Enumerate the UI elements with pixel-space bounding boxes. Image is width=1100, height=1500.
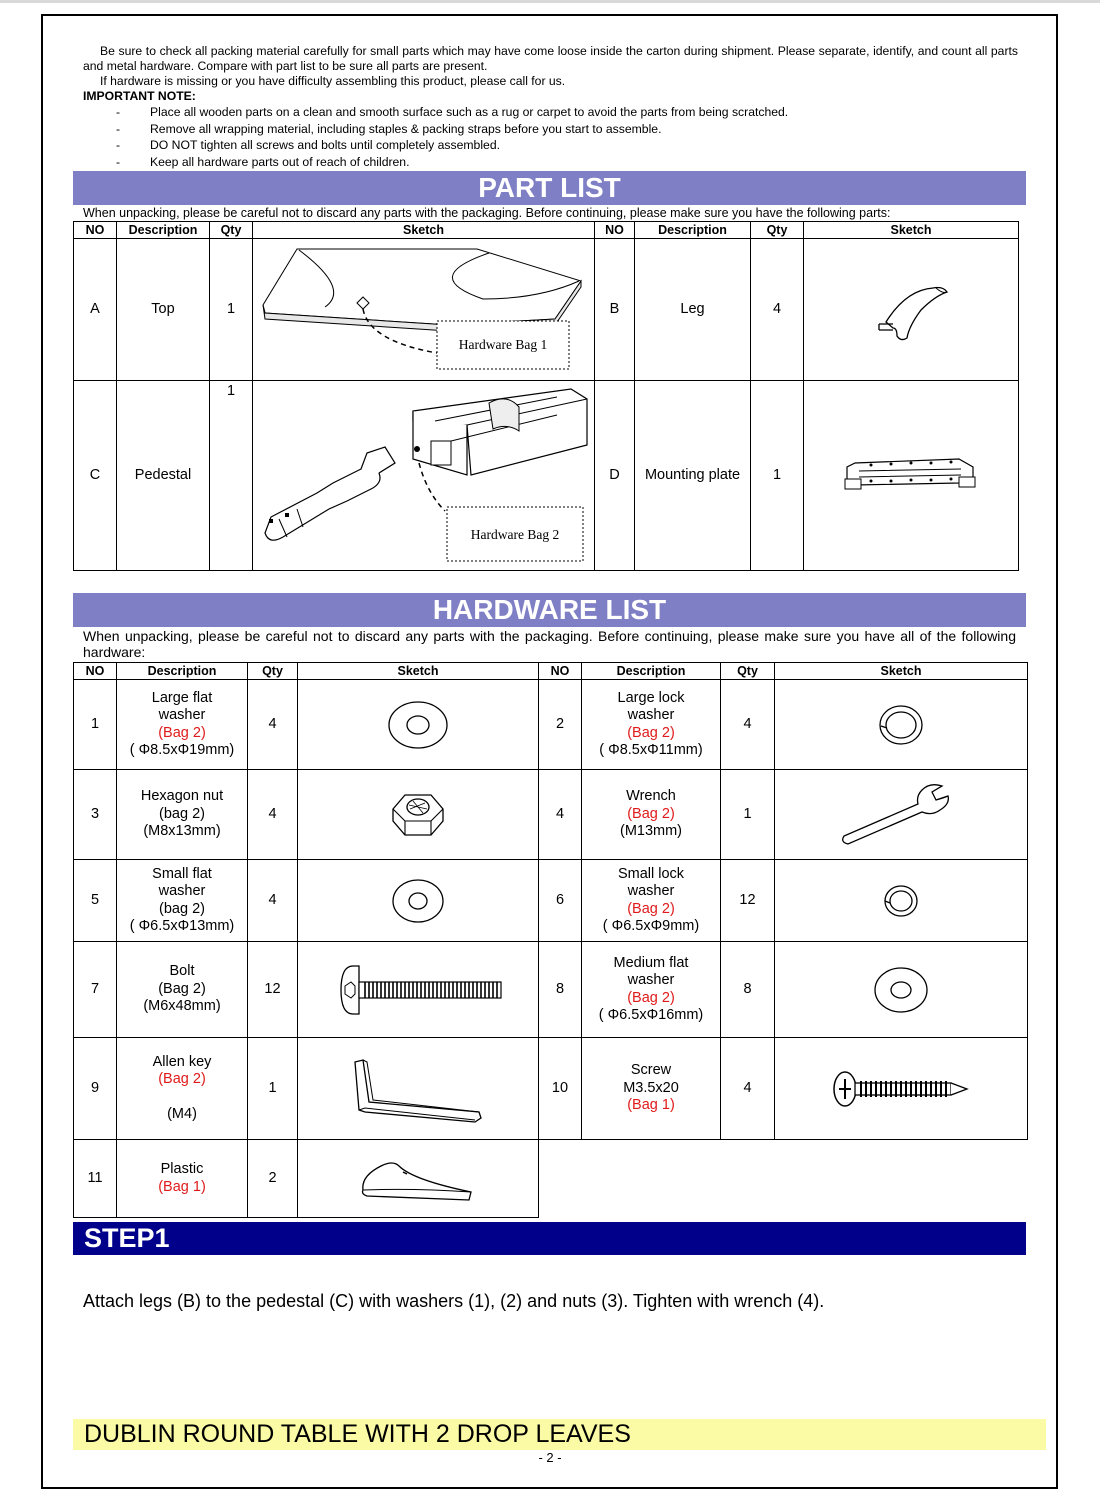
part-qty: 4 [751, 239, 804, 381]
intro-missing-hardware: If hardware is missing or you have difficulty assembling this product, please call for us. [100, 74, 566, 88]
header-sketch: Sketch [253, 222, 595, 239]
header-no: NO [539, 663, 582, 680]
flat-washer-icon [388, 874, 448, 928]
hardware-no: 9 [74, 1038, 117, 1140]
header-no: NO [595, 222, 635, 239]
hardware-no: 5 [74, 860, 117, 942]
step-instruction: Attach legs (B) to the pedestal (C) with washers (1), (2) and nuts (3). Tighten with wrench (4). [83, 1291, 825, 1311]
hardware-no: 1 [74, 680, 117, 770]
hardware-sketch [298, 680, 539, 770]
table-row [74, 1038, 1028, 1140]
bolt-icon [327, 960, 509, 1020]
empty-cell [539, 1140, 1028, 1218]
hardware-bag: (bag 2) [159, 900, 205, 917]
header-no: NO [74, 222, 117, 239]
header-description: Description [582, 663, 721, 680]
table-row [74, 1140, 1028, 1218]
hardware-description [582, 680, 721, 770]
hardware-description [582, 942, 721, 1038]
hardware-qty: 1 [248, 1038, 298, 1140]
part-description: Mounting plate [635, 381, 751, 571]
mounting-plate-icon [841, 451, 981, 501]
header-qty: Qty [721, 663, 775, 680]
hardware-list-table [73, 662, 1028, 1218]
part-description: Pedestal [117, 381, 210, 571]
hardware-bag: (Bag 2) [627, 989, 675, 1006]
tabletop-icon [259, 241, 589, 379]
pedestal-icon [257, 383, 591, 569]
note-item: - Remove all wrapping material, including staples & packing straps before you start to assemble. [116, 121, 662, 136]
allen-key-icon [343, 1054, 493, 1124]
table-row [74, 770, 1028, 860]
important-note-heading: IMPORTANT NOTE: [83, 89, 196, 103]
hardware-list-banner: HARDWARE LIST [73, 593, 1026, 627]
flat-washer-icon [383, 695, 453, 755]
flat-washer-icon [870, 962, 932, 1018]
part-qty: 1 [210, 381, 253, 571]
header-qty: Qty [751, 222, 804, 239]
header-sketch: Sketch [775, 663, 1028, 680]
important-note-list [83, 104, 1018, 170]
hardware-no: 8 [539, 942, 582, 1038]
part-sketch [804, 381, 1019, 571]
hardware-bag: (Bag 2) [627, 805, 675, 822]
hardware-size: (M4) [167, 1105, 197, 1122]
hardware-description [582, 860, 721, 942]
hardware-name: Small flat washer [152, 865, 212, 899]
hardware-bag: (bag 2) [159, 805, 205, 822]
hardware-name: Hexagon nut [140, 788, 224, 805]
hardware-size: ( Φ6.5xΦ16mm) [598, 1007, 704, 1023]
hardware-size: (M8x13mm) [143, 823, 221, 840]
hardware-no: 2 [539, 680, 582, 770]
hardware-sketch [775, 680, 1028, 770]
page-number: - 2 - [538, 1450, 562, 1465]
hardware-no: 4 [539, 770, 582, 860]
part-list-banner: PART LIST [73, 171, 1026, 205]
part-list-table [73, 221, 1019, 571]
header-sketch: Sketch [804, 222, 1019, 239]
hardware-no: 7 [74, 942, 117, 1038]
hardware-bag-label: Hardware Bag 1 [458, 336, 547, 352]
header-description: Description [635, 222, 751, 239]
header-sketch: Sketch [298, 663, 539, 680]
part-list-subtitle: When unpacking, please be careful not to discard any parts with the packaging. Before continuing, please make sure you have the following parts: [83, 206, 891, 220]
hardware-description [582, 1038, 721, 1140]
header-no: NO [74, 663, 117, 680]
part-qty: 1 [210, 239, 253, 381]
hardware-bag: (Bag 2) [158, 724, 206, 741]
part-no: D [595, 381, 635, 571]
step-banner: STEP1 [73, 1222, 1026, 1255]
leg-icon [851, 270, 971, 350]
hardware-description [582, 770, 721, 860]
part-no: B [595, 239, 635, 381]
hardware-name: Allen key [152, 1053, 212, 1070]
hardware-sketch [298, 770, 539, 860]
hardware-size: ( Φ6.5xΦ9mm) [602, 918, 700, 934]
part-sketch [253, 239, 595, 381]
hardware-qty: 2 [248, 1140, 298, 1218]
part-description: Top [117, 239, 210, 381]
header-description: Description [117, 663, 248, 680]
hardware-bag-label: Hardware Bag 2 [470, 526, 559, 542]
hardware-size: ( Φ8.5xΦ11mm) [599, 742, 703, 758]
lock-washer-icon [879, 881, 923, 921]
hardware-description [117, 1140, 248, 1218]
hardware-qty: 4 [248, 770, 298, 860]
hardware-qty: 4 [721, 680, 775, 770]
hardware-qty: 12 [248, 942, 298, 1038]
hardware-bag: (Bag 1) [627, 1097, 675, 1114]
hardware-name: Large flat washer [151, 689, 213, 723]
hardware-list-subtitle: When unpacking, please be careful not to discard any parts with the packaging. Before continuing, please make sure you have all of the following hardware: [83, 628, 1016, 660]
hardware-description [117, 770, 248, 860]
part-qty: 1 [751, 381, 804, 571]
hardware-bag: (Bag 2) [627, 724, 675, 741]
note-item: - DO NOT tighten all screws and bolts until completely assembled. [116, 138, 500, 152]
hardware-size: (M6x48mm) [143, 998, 221, 1015]
product-title-footer: DUBLIN ROUND TABLE WITH 2 DROP LEAVES [73, 1419, 1046, 1450]
hardware-sketch [298, 942, 539, 1038]
hardware-name: Plastic [160, 1161, 204, 1177]
hardware-no: 3 [74, 770, 117, 860]
hardware-qty: 4 [248, 680, 298, 770]
hardware-name: Wrench [626, 788, 676, 805]
hardware-sketch [298, 860, 539, 942]
hardware-qty: 4 [248, 860, 298, 942]
table-header-row [74, 222, 1019, 239]
hardware-no: 6 [539, 860, 582, 942]
hardware-size: (M13mm) [619, 823, 683, 840]
hardware-description [117, 1038, 248, 1140]
hardware-sketch [775, 942, 1028, 1038]
hardware-sketch [298, 1140, 539, 1218]
hardware-qty: 12 [721, 860, 775, 942]
top-rule [0, 0, 1100, 3]
hardware-no: 10 [539, 1038, 582, 1140]
hardware-qty: 8 [721, 942, 775, 1038]
hardware-no: 11 [74, 1140, 117, 1218]
hardware-bag: (Bag 1) [158, 1178, 206, 1195]
hardware-name: Bolt [169, 963, 195, 980]
hardware-sketch [298, 1038, 539, 1140]
hardware-bag: (Bag 2) [627, 900, 675, 917]
hardware-bag: (Bag 2) [158, 1071, 206, 1088]
hardware-sketch [775, 860, 1028, 942]
spacer [117, 1089, 247, 1106]
header-qty: Qty [210, 222, 253, 239]
hardware-sketch [775, 770, 1028, 860]
wrench-icon [836, 782, 966, 848]
intro-paragraph: Be sure to check all packing material carefully for small parts which may have come loose inside the carton during shipment. Please separate, identify, and count all parts and metal hardware. Compare with part list to be sure all parts are present. [83, 44, 1018, 73]
note-item: - Keep all hardware parts out of reach of children. [116, 154, 410, 169]
header-qty: Qty [248, 663, 298, 680]
table-row [74, 680, 1028, 770]
hardware-sketch [775, 1038, 1028, 1140]
part-sketch [253, 381, 595, 571]
lock-washer-icon [873, 700, 929, 750]
table-row [74, 381, 1019, 571]
hardware-name: Large lock washer [617, 689, 685, 723]
hardware-description [117, 942, 248, 1038]
part-sketch [804, 239, 1019, 381]
note-item: - Place all wooden parts on a clean and smooth surface such as a rug or carpet to avoid the parts from being scratched. [116, 105, 789, 119]
hardware-bag: (Bag 2) [158, 980, 206, 997]
part-no: A [74, 239, 117, 381]
plastic-glide-icon [353, 1154, 483, 1204]
hex-nut-icon [387, 787, 449, 843]
table-row [74, 239, 1019, 381]
hardware-size: ( Φ8.5xΦ19mm) [129, 742, 235, 758]
screw-icon [831, 1067, 971, 1111]
hardware-name: Screw M3.5x20 [623, 1062, 679, 1096]
hardware-name: Small lock washer [617, 865, 685, 899]
hardware-qty: 1 [721, 770, 775, 860]
table-row [74, 942, 1028, 1038]
hardware-qty: 4 [721, 1038, 775, 1140]
hardware-description [117, 680, 248, 770]
hardware-description [117, 860, 248, 942]
header-description: Description [117, 222, 210, 239]
intro-section [83, 44, 1018, 170]
hardware-size: ( Φ6.5xΦ13mm) [129, 918, 235, 934]
table-header-row [74, 663, 1028, 680]
hardware-name: Medium flat washer [613, 954, 689, 988]
part-description: Leg [635, 239, 751, 381]
table-row [74, 860, 1028, 942]
part-no: C [74, 381, 117, 571]
